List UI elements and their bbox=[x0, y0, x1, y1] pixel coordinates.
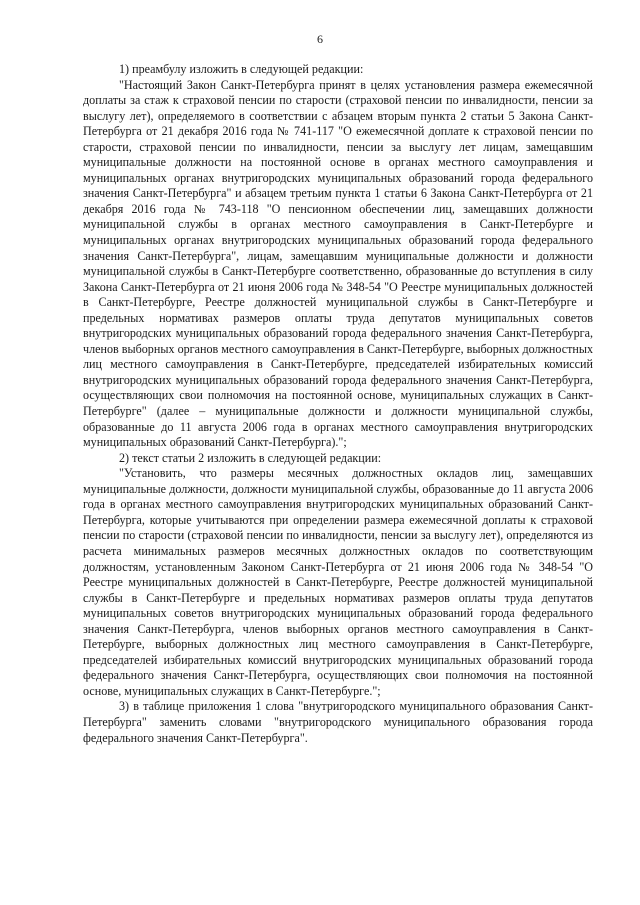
paragraph-item-3: 3) в таблице приложения 1 слова "внутригородского муниципального образования Санкт-Петербурга" заменить словами "внутригородского муниципального образования города федерального значения Санкт-Петербурга". bbox=[83, 699, 593, 745]
document-body bbox=[83, 62, 593, 746]
page-number: 6 bbox=[317, 32, 323, 46]
paragraph-item-2: 2) текст статьи 2 изложить в следующей редакции: bbox=[119, 450, 382, 465]
paragraph-article-2-text: "Установить, что размеры месячных должностных окладов лиц, замещавших муниципальные должности, должности муниципальной службы, образованные до 11 августа 2006 года в органах местного самоуправления внутригородских муниципальных образований Санкт-Петербурга, которые учитываются при определении размера ежемесячной доплаты к страховой пенсии по старости (страховой пенсии по инвалидности, пенсии за выслугу лет), определяются из расчета минимальных размеров месячных должностных окладов по соответствующим должностям, установленным Законом Санкт-Петербурга от 21 июня 2006 года № 348-54 "О Реестре муниципальных должностей в Санкт-Петербурге, Реестре должностей муниципальной службы в Санкт-Петербурге и предельных нормативах размеров оплаты труда депутатов муниципальных советов внутригородских муниципальных образований города федерального значения Санкт-Петербурга, членов выборных органов местного самоуправления в Санкт-Петербурге, выборных должностных лиц местного самоуправления в Санкт-Петербурге, председателей избирательных комиссий внутригородских муниципальных образований города федерального значения Санкт-Петербурга, осуществляющих свои полномочия на постоянной основе, муниципальных служащих в Санкт-Петербурге."; bbox=[83, 466, 593, 698]
paragraph-item-1: 1) преамбулу изложить в следующей редакции: bbox=[119, 62, 364, 76]
paragraph-preamble-text: "Настоящий Закон Санкт-Петербурга принят в целях установления размера ежемесячной доплаты за стаж к страховой пенсии по старости (страховой пенсии по инвалидности, пенсии за выслугу лет), определяемого в соответствии с абзацем вторым пункта 2 статьи 5 Закона Санкт-Петербурга от 21 декабря 2016 года № 741-117 "О ежемесячной доплате к страховой пенсии по старости, страховой пенсии по инвалидности, пенсии за выслугу лет лицам, замещавшим муниципальные должности на постоянной основе в органах местного самоуправления и муниципальных органах внутригородских муниципальных образований города федерального значения Санкт-Петербурга" и абзацем третьим пункта 1 статьи 6 Закона Санкт-Петербурга от 21 декабря 2016 года № 743-118 "О пенсионном обеспечении лиц, замещавших должности муниципальной службы в органах местного самоуправления в Санкт-Петербурге и муниципальных органах внутригородских муниципальных образований города федерального значения Санкт-Петербурга", лицам, замещавшим муниципальные должности и должности муниципальной службы в Санкт-Петербурге соответственно, образованные до вступления в силу Закона Санкт-Петербурга от 21 июня 2006 года № 348-54 "О Реестре муниципальных должностей в Санкт-Петербурге, Реестре должностей муниципальной службы в Санкт-Петербурге и предельных нормативах размеров оплаты труда депутатов муниципальных советов внутригородских муниципальных образований города федерального значения Санкт-Петербурга, членов выборных органов местного самоуправления в Санкт-Петербурге, выборных должностных лиц местного самоуправления в Санкт-Петербурге, председателей избирательных комиссий внутригородских муниципальных образований города федерального значения Санкт-Петербурга, осуществляющих свои полномочия на постоянной основе, муниципальных служащих в Санкт-Петербурге" (далее – муниципальные должности и должности муниципальной службы, образованные до 11 августа 2006 года в органах местного самоуправления внутригородских муниципальных образований Санкт-Петербурга)."; bbox=[83, 77, 593, 450]
